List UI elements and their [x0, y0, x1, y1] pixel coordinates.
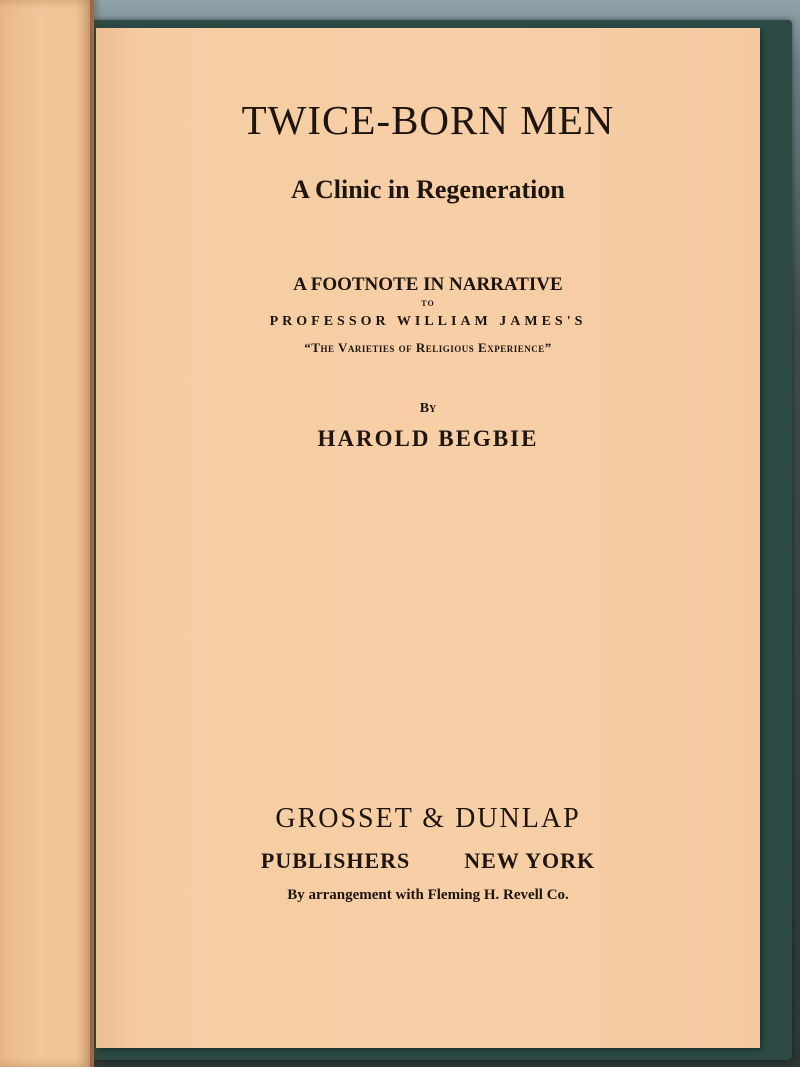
author-name: HAROLD BEGBIE	[317, 426, 539, 451]
by-line: By	[419, 401, 437, 416]
title-page	[96, 28, 760, 1048]
to-line: TO	[421, 299, 435, 308]
arrangement-line: By arrangement with Fleming H. Revell Co.	[287, 887, 569, 903]
left-page	[0, 0, 94, 1067]
professor-line: PROFESSOR WILLIAM JAMES'S	[269, 314, 587, 329]
publisher-city: NEW YORK	[464, 848, 596, 873]
publisher-name: GROSSET & DUNLAP	[275, 803, 581, 834]
book-title: TWICE-BORN MEN	[241, 97, 615, 143]
varieties-line: “The Varieties of Religious Experience”	[304, 340, 552, 355]
publishers-label: PUBLISHERS	[260, 848, 411, 873]
publisher-location-row	[96, 848, 760, 874]
footnote-line: A FOOTNOTE IN NARRATIVE	[293, 274, 563, 295]
book-subtitle: A Clinic in Regeneration	[291, 175, 565, 204]
